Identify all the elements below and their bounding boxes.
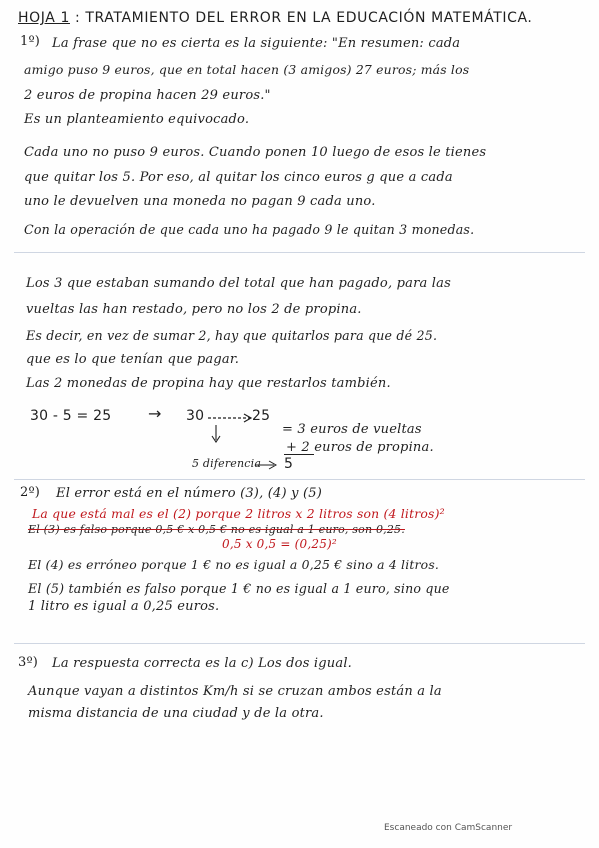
section2-number: 2º) bbox=[20, 485, 41, 500]
section1-line: que quitar los 5. Por eso, al quitar los cinco euros g que a cada bbox=[24, 170, 453, 185]
section3-line: Aunque vayan a distintos Km/h si se cruzan ambos están a la bbox=[28, 684, 442, 699]
section2-line: El (4) es erróneo porque 1 € no es igual a 0,25 € sino a 4 litros. bbox=[28, 557, 440, 572]
section3-line: La respuesta correcta es la c) Los dos igual. bbox=[52, 656, 353, 671]
section-divider bbox=[14, 643, 585, 644]
arrow-icon bbox=[206, 412, 256, 424]
section2-correction-formula: 0,5 x 0,5 = (0,25)² bbox=[222, 537, 337, 551]
math-thirty: 30 bbox=[186, 408, 205, 424]
sheet-label: HOJA 1 bbox=[18, 10, 70, 26]
section2-line: 1 litro es igual a 0,25 euros. bbox=[28, 599, 220, 614]
math-five: 5 bbox=[284, 456, 294, 472]
section1-line: 2 euros de propina hacen 29 euros." bbox=[24, 88, 271, 103]
section1-line: Los 3 que estaban sumando del total que han pagado, para las bbox=[26, 276, 451, 291]
section-divider bbox=[14, 252, 585, 253]
math-twentyfive: 25 bbox=[252, 408, 271, 424]
section1-line: Es un planteamiento equivocado. bbox=[24, 112, 250, 127]
math-propina: + 2 euros de propina. bbox=[286, 440, 434, 455]
section1-line: La frase que no es cierta es la siguiente: "En resumen: cada bbox=[52, 36, 461, 51]
section-divider bbox=[14, 479, 585, 480]
section1-line: vueltas las han restado, pero no los 2 de propina. bbox=[26, 302, 362, 317]
section1-line: Cada uno no puso 9 euros. Cuando ponen 10 luego de esos le tienes bbox=[24, 145, 487, 160]
section1-number: 1º) bbox=[20, 34, 41, 49]
math-vueltas: = 3 euros de vueltas bbox=[282, 422, 422, 437]
math-arrow: → bbox=[148, 404, 162, 423]
title-text: : TRATAMIENTO DEL ERROR EN LA EDUCACIÓN MATEMÁTICA. bbox=[75, 10, 533, 26]
down-arrow-icon bbox=[210, 424, 222, 444]
section3-number: 3º) bbox=[18, 655, 39, 670]
section2-struck-line: El (3) es falso porque 0,5 € x 0,5 € no es igual a 1 euro, son 0,25. bbox=[28, 523, 405, 536]
section3-line: misma distancia de una ciudad y de la otra. bbox=[28, 706, 324, 721]
scanner-watermark: Escaneado con CamScanner bbox=[384, 823, 513, 833]
arrow-icon bbox=[254, 460, 280, 470]
section1-line: uno le devuelven una moneda no pagan 9 cada uno. bbox=[24, 194, 376, 209]
section1-line: Las 2 monedas de propina hay que restarlos también. bbox=[26, 376, 391, 391]
section2-first: El error está en el número (3), (4) y (5) bbox=[56, 486, 322, 501]
section1-line: que es lo que tenían que pagar. bbox=[26, 352, 240, 367]
math-diferencia: 5 diferencia bbox=[192, 457, 262, 470]
section1-line: amigo puso 9 euros, que en total hacen (3 amigos) 27 euros; más los bbox=[24, 62, 470, 77]
section2-correction: La que está mal es el (2) porque 2 litros x 2 litros son (4 litros)² bbox=[32, 506, 445, 521]
section1-line: Con la operación de que cada uno ha pagado 9 le quitan 3 monedas. bbox=[24, 222, 475, 237]
underline-stroke bbox=[284, 454, 314, 455]
section2-line: El (5) también es falso porque 1 € no es igual a 1 euro, sino que bbox=[28, 581, 450, 596]
math-equation: 30 - 5 = 25 bbox=[30, 408, 112, 424]
page-title bbox=[18, 10, 532, 26]
section1-line: Es decir, en vez de sumar 2, hay que quitarlos para que dé 25. bbox=[26, 328, 438, 343]
